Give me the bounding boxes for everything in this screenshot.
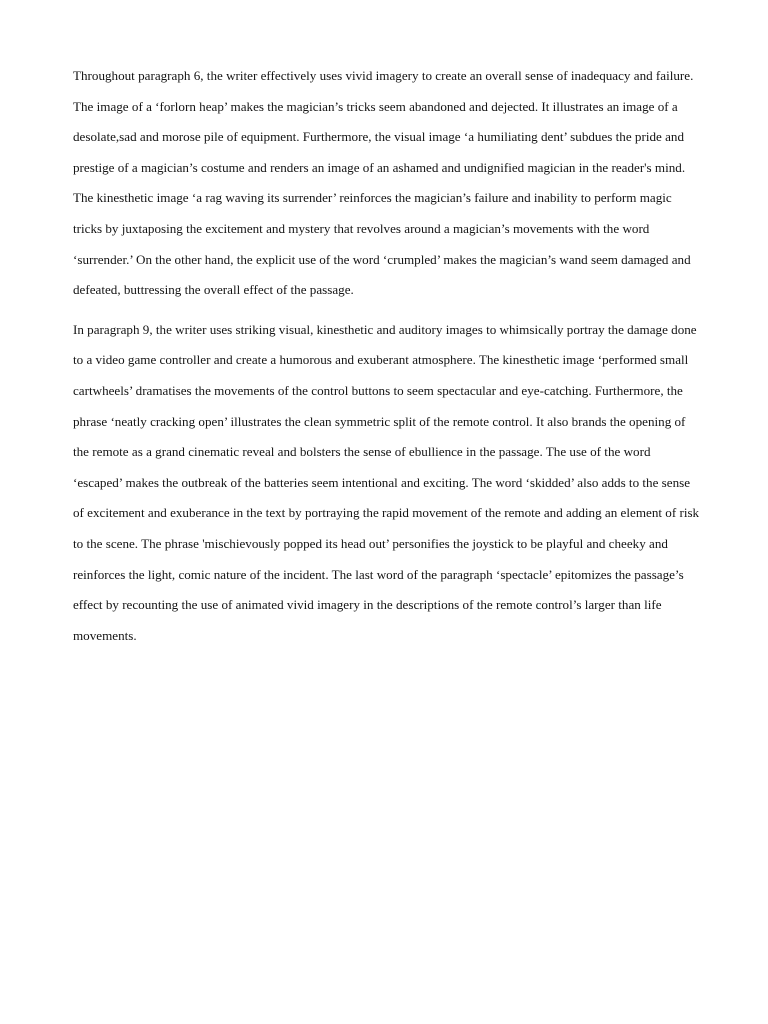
paragraph-1: Throughout paragraph 6, the writer effectively uses vivid imagery to create an overall sense of inadequacy and failure. The image of a ‘forlorn heap’ makes the magician’s tricks seem abandoned and dejected. It illustrates an image of a desolate,sad and morose pile of equipment. Furthermore, the visual image ‘a humiliating dent’ subdues the pride and prestige of a magician’s costume and renders an image of an ashamed and undignified magician in the reader's mind. The kinesthetic image ‘a rag waving its surrender’ reinforces the magician’s failure and inability to perform magic tricks by juxtaposing the excitement and mystery that revolves around a magician’s movements with the word ‘surrender.’ On the other hand, the explicit use of the word ‘crumpled’ makes the magician’s wand seem damaged and defeated, buttressing the overall effect of the passage.: [73, 68, 694, 298]
document-body: [73, 61, 700, 651]
paragraph-2: In paragraph 9, the writer uses striking visual, kinesthetic and auditory images to whimsically portray the damage done to a video game controller and create a humorous and exuberant atmosphere. The kinesthetic image ‘performed small cartwheels’ dramatises the movements of the control buttons to seem spectacular and eye-catching. Furthermore, the phrase ‘neatly cracking open’ illustrates the clean symmetric split of the remote control. It also brands the opening of the remote as a grand cinematic reveal and bolsters the sense of ebullience in the passage. The use of the word ‘escaped’ makes the outbreak of the batteries seem intentional and exciting. The word ‘skidded’ also adds to the sense of excitement and exuberance in the text by portraying the rapid movement of the remote and adding an element of risk to the scene. The phrase 'mischievously popped its head out’ personifies the joystick to be playful and cheeky and reinforces the light, comic nature of the incident. The last word of the paragraph ‘spectacle’ epitomizes the passage’s effect by recounting the use of animated vivid imagery in the descriptions of the remote control’s larger than life movements.: [73, 321, 700, 643]
